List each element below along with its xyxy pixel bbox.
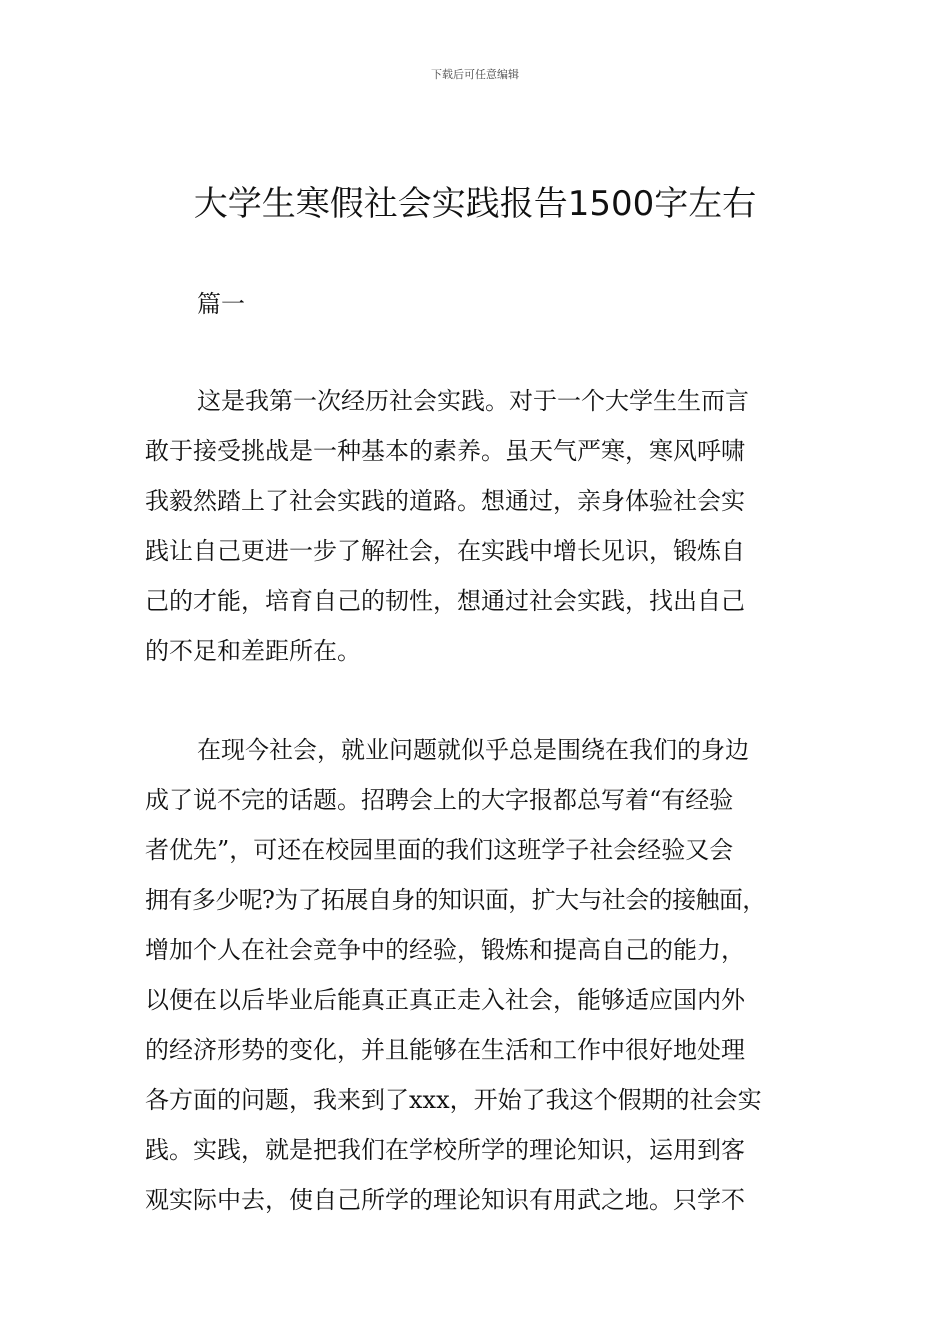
paragraph-line: 拥有多少呢?为了拓展自身的知识面，扩大与社会的接触面，	[145, 886, 766, 914]
paragraph-line: 以便在以后毕业后能真正真正走入社会，能够适应国内外	[145, 986, 745, 1014]
paragraph-line: 敢于接受挑战是一种基本的素养。虽天气严寒，寒风呼啸	[145, 437, 745, 465]
paragraph-line: 成了说不完的话题。招聘会上的大字报都总写着“有经验	[145, 786, 734, 814]
document-title: 大学生寒假社会实践报告1500字左右	[193, 184, 757, 224]
paragraph-line: 观实际中去，使自己所学的理论知识有用武之地。只学不	[145, 1186, 745, 1214]
paragraph-line: 践。实践，就是把我们在学校所学的理论知识，运用到客	[145, 1136, 745, 1164]
paragraph-line: 的经济形势的变化，并且能够在生活和工作中很好地处理	[145, 1036, 745, 1064]
paragraph-line: 者优先”，可还在校园里面的我们这班学子社会经验又会	[145, 836, 734, 864]
paragraph-line: 这是我第一次经历社会实践。对于一个大学生生而言	[197, 387, 749, 415]
paragraph-line: 在现今社会，就业问题就似乎总是围绕在我们的身边	[197, 736, 749, 764]
section-label: 篇一	[197, 290, 245, 318]
paragraph-line: 各方面的问题，我来到了xxx，开始了我这个假期的社会实	[145, 1086, 762, 1114]
paragraph-line: 增加个人在社会竞争中的经验，锻炼和提高自己的能力，	[145, 936, 745, 964]
paragraph-line: 践让自己更进一步了解社会，在实践中增长见识，锻炼自	[145, 537, 745, 565]
header-note: 下载后可任意编辑	[431, 68, 519, 81]
paragraph-line: 我毅然踏上了社会实践的道路。想通过，亲身体验社会实	[145, 487, 745, 515]
paragraph-line: 的不足和差距所在。	[145, 637, 361, 665]
paragraph-line: 己的才能，培育自己的韧性，想通过社会实践，找出自己	[145, 587, 745, 615]
